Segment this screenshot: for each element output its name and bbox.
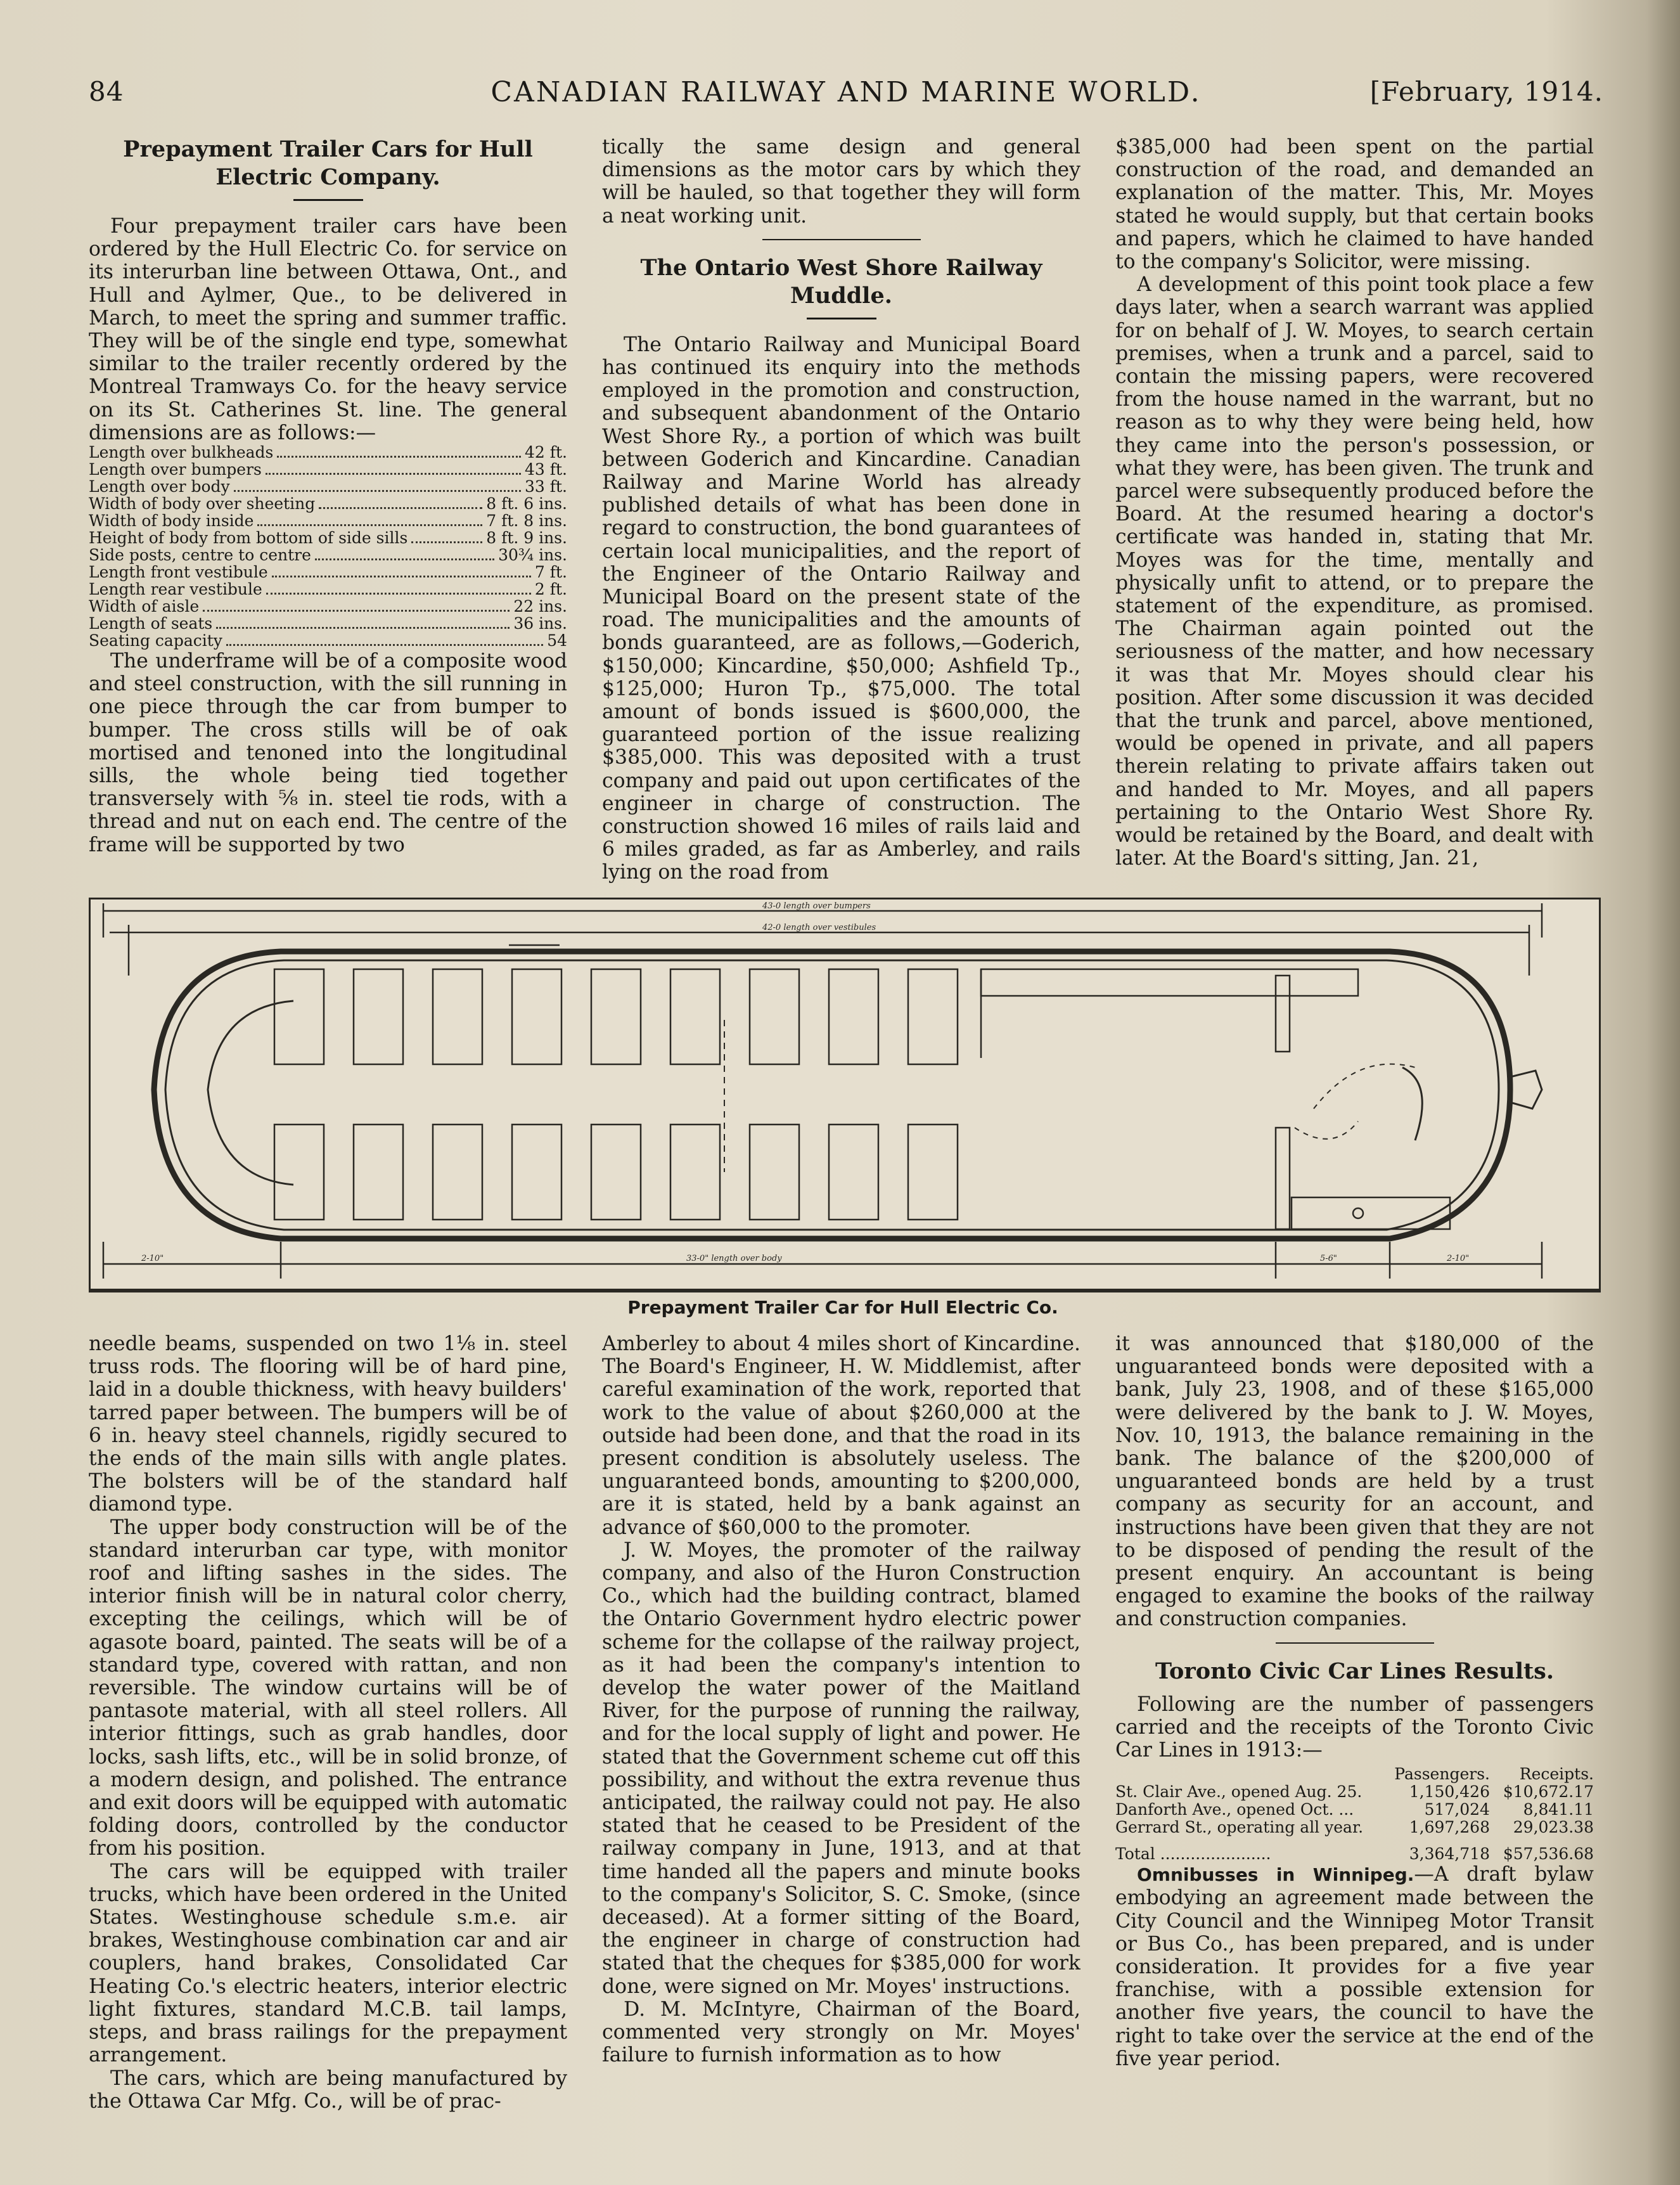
dimensions-list [89, 444, 567, 650]
paragraph: $385,000 had been spent on the partial construction of the road, and demanded an explanation of the matter. This, Mr. Moyes stated he would supply, but that certain books and papers, which he claimed to have handed to the company's Solicitor, were missing. [1115, 136, 1594, 274]
table-cell: 8,841.11 [1523, 1800, 1594, 1819]
dimension-label: Length rear vestibule [89, 580, 262, 599]
article-title-west-shore: The Ontario West Shore Railway Muddle. [640, 254, 1042, 309]
dimension-row [89, 598, 567, 616]
dimension-value: 36 ins. [513, 614, 567, 633]
leader-dots [277, 456, 521, 458]
table-cell: 1,150,426 [1409, 1782, 1490, 1801]
omnibus-text: —A draft bylaw embodying an agreement made between the City Council and the Winnipeg Motor Transit or Bus Co., has been prepared, and is under consideration. It provides for a five year franchise, with a possible extension for another five years, the council to have the right to take over the service at the end of the five year period. [1115, 1863, 1594, 2070]
table-total-row [1115, 1836, 1594, 1863]
dimension-row [89, 616, 567, 633]
section-rule [1276, 1642, 1434, 1644]
dimension-row [89, 444, 567, 461]
car-floor-plan-figure [89, 898, 1601, 1292]
leader-dots [315, 558, 494, 560]
dimension-row [89, 496, 567, 513]
dimension-label: Seating capacity [89, 631, 222, 650]
dimension-row [89, 581, 567, 598]
paragraph: needle beams, suspended on two 1⅛ in. steel truss rods. The flooring will be of hard pine, laid in a double thickness, with heavy builders' tarred paper between. The bumpers will be of 6 in. heavy steel channels, rigidly secured to the ends of the main sills with angle plates. The bolsters will be of the standard half diamond type. [89, 1332, 567, 1516]
dimension-label: Length of seats [89, 614, 213, 633]
paragraph: Amberley to about 4 miles short of Kincardine. The Board's Engineer, H. W. Middlemist, after careful examination of the work, reported that work to the value of about $260,000 at the outside had been done, and that the road in its present condition is absolutely useless. The unguaranteed bonds, amounting to $200,000, are it is stated, held by a bank against an advance of $60,000 to the promoter. [602, 1332, 1080, 1539]
dimension-value: 8 ft. 6 ins. [486, 494, 567, 513]
dimension-value: 7 ft. 8 ins. [486, 512, 567, 531]
dimension-value: 42 ft. [524, 443, 567, 462]
column-1-lower [89, 1332, 567, 2112]
dimension-value: 54 [547, 631, 567, 650]
paragraph: The upper body construction will be of the standard interurban car type, with monitor roof and lifting sashes in the sides. The interior finish will be in natural color cherry, excepting the ceilings, which will be of agasote board, painted. The seats will be of a standard type, covered with rattan, and non reversible. The window curtains will be of pantasote material, with all steel rollers. All interior fittings, such as grab handles, door locks, sash lifts, etc., will be in solid bronze, of a modern design, and polished. The entrance and exit doors will be equipped with automatic folding doors, controlled by the conductor from his position. [89, 1516, 567, 1860]
leader-dots [203, 610, 510, 612]
leader-dots [226, 644, 543, 646]
table-cell: Danforth Ave., opened Oct. ... [1115, 1800, 1354, 1819]
dimension-row [89, 513, 567, 530]
title-rule [807, 318, 876, 319]
car-lines-table [1115, 1765, 1594, 1863]
table-header-row [1115, 1765, 1594, 1783]
column-3-lower [1115, 1332, 1594, 2112]
dimension-row [89, 564, 567, 581]
dim-label-body: 33-0" length over body [686, 1254, 782, 1263]
dimension-row [89, 530, 567, 547]
dimension-label: Length front vestibule [89, 563, 268, 582]
dimension-label: Height of body from bottom of side sills [89, 529, 408, 548]
table-cell: 29,023.38 [1513, 1818, 1594, 1837]
dimension-label: Length over bumpers [89, 460, 262, 479]
column-1-upper [89, 136, 567, 884]
omnibus-paragraph [1115, 1863, 1594, 2070]
table-cell: Total ...................... [1115, 1845, 1271, 1864]
dimension-value: 30¾ ins. [498, 546, 567, 565]
dimension-value: 43 ft. [524, 460, 567, 479]
dimension-value: 33 ft. [524, 477, 567, 496]
column-2-lower [602, 1332, 1080, 2112]
article-title-trailer-cars: Prepayment Trailer Cars for Hull Electric Company. [123, 136, 533, 190]
masthead: CANADIAN RAILWAY AND MARINE WORLD. [491, 76, 1202, 108]
dim-label-bumpers: 43-0 length over bumpers [762, 901, 871, 911]
table-cell: $10,672.17 [1503, 1782, 1594, 1801]
dim-label-right-2: 2-10" [1447, 1254, 1470, 1263]
table-cell: Gerrard St., operating all year. [1115, 1818, 1364, 1837]
paragraph: Four prepayment trailer cars have been ordered by the Hull Electric Co. for service on its interurban line between Ottawa, Ont., and Hull and Aylmer, Que., to be delivered in March, to meet the spring and summer traffic. They will be of the single end type, somewhat similar to the trailer recently ordered by the Montreal Tramways Co. for the heavy service on its St. Catherines St. line. The general dimensions are as follows:— [89, 215, 567, 444]
table-cell: 517,024 [1424, 1800, 1490, 1819]
dimension-label: Width of body over sheeting [89, 494, 316, 513]
paragraph: The Ontario Railway and Municipal Board has continued its enquiry into the methods employed in the promotion and construction, and subsequent abandonment of the Ontario West Shore Ry., a portion of which was built between Goderich and Kincardine. Canadian Railway and Marine World has already published details of what has been done in regard to construction, the bond guarantees of certain local municipalities, and the report of the Engineer of the Ontario Railway and Municipal Board on the present state of the road. The municipalities and the amounts of bonds guaranteed, are as follows,—Goderich, $150,000; Kincardine, $50,000; Ashfield Tp., $125,000; Huron Tp., $75,000. The total amount of bonds issued is $600,000, the guaranteed portion of the issue realizing $385,000. This was deposited with a trust company and paid out upon certificates of the engineer in charge of construction. The construction showed 16 miles of rails laid and 6 miles graded, as far as Amberley, and rails lying on the road from [602, 333, 1080, 884]
page-number: 84 [89, 76, 124, 107]
paragraph: J. W. Moyes, the promoter of the railway company, and also of the Huron Construction Co., which had the building contract, blamed the Ontario Government hydro electric power scheme for the collapse of the railway project, as it had been the company's intention to develop the water power of the Maitland River, for the purpose of running the railway, and for the local supply of light and power. He stated that the Government scheme cut off this possibility, and without the extra revenue thus anticipated, the railway could not pay. He also stated that he ceased to be President of the railway company in June, 1913, and at that time handed all the papers and minute books to the company's Solicitor, S. C. Smoke, (since deceased). At a former sitting of the Board, the engineer in charge of construction had stated that the cheques for $385,000 for work done, were signed on Mr. Moyes' instructions. [602, 1538, 1080, 1998]
paragraph: Following are the number of passengers carried and the receipts of the Toronto Civic Car Lines in 1913:— [1115, 1692, 1594, 1762]
figure-caption: Prepayment Trailer Car for Hull Electric Co. [627, 1297, 1058, 1318]
leader-dots [266, 593, 531, 595]
column-2-upper [602, 136, 1080, 884]
leader-dots [272, 576, 531, 577]
paragraph: A development of this point took place a few days later, when a search warrant was applied for on behalf of J. W. Moyes, to search certain premises, when a trunk and a parcel, said to contain the missing papers, were recovered from the house named in the warrant, but no reason as to why they were being held, how they came into the person's possession, or what they were, has been given. The trunk and parcel were subsequently produced before the Board. At the resumed hearing a doctor's certificate was handed in, stating that Mr. Moyes was for the time, mentally and physically unfit to attend, or to prepare the statement of the expenditure, as promised. The Chairman again pointed out the seriousness of the matter, and how necessary it was that Mr. Moyes should clear his position. After some discussion it was decided that the trunk and parcel, above mentioned, would be opened in private, and all papers therein relating to private affairs taken out and handed to Mr. Moyes, and all papers pertaining to the Ontario West Shore Ry. would be retained by the Board, and dealt with later. At the Board's sitting, Jan. 21, [1115, 273, 1594, 870]
table-cell: 3,364,718 [1409, 1845, 1490, 1864]
leader-dots [411, 541, 482, 543]
leader-dots [234, 490, 521, 492]
dimension-row [89, 461, 567, 479]
paragraph: tically the same design and general dimensions as the motor cars by which they will be hauled, so that together they will form a neat working unit. [602, 136, 1080, 228]
dim-label-vestibules: 42-0 length over vestibules [762, 923, 876, 932]
paragraph: The cars, which are being manufactured by the Ottawa Car Mfg. Co., will be of prac- [89, 2066, 567, 2112]
dimension-row [89, 633, 567, 650]
table-header: Passengers. [1394, 1765, 1490, 1784]
dimension-row [89, 547, 567, 564]
column-3-upper [1115, 136, 1594, 884]
table-row [1115, 1801, 1594, 1819]
dimension-label: Width of body inside [89, 512, 254, 531]
paragraph: The underframe will be of a composite wood and steel construction, with the sill running in one piece through the car from bumper to bumper. The cross stills will be of oak mortised and tenoned into the longitudinal sills, the whole being tied together transversely with ⅝ in. steel tie rods, with a thread and nut on each end. The centre of the frame will be supported by two [89, 650, 567, 856]
paragraph: The cars will be equipped with trailer trucks, which have been ordered in the United States. Westinghouse schedule s.m.e. air brakes, Westinghouse combination car and air couplers, hand brakes, Consolidated Car Heating Co.'s electric heaters, interior electric light fixtures, standard M.C.B. tail lamps, steps, and brass railings for the prepayment arrangement. [89, 1860, 567, 2067]
issue-date: [February, 1914. [1369, 76, 1603, 107]
dimension-value: 8 ft. 9 ins. [486, 529, 567, 548]
dimension-label: Side posts, centre to centre [89, 546, 311, 565]
paragraph: it was announced that $180,000 of the unguaranteed bonds were deposited with a bank, July 23, 1908, and of these $165,000 were delivered by the bank to J. W. Moyes, Nov. 10, 1913, the balance remaining in the bank. The balance of the $200,000 of unguaranteed bonds are held by a trust company as security for an account, and instructions have been given that they are not to be disposed of pending the result of the present enquiry. An accountant is being engaged to examine the books of the railway and construction companies. [1115, 1332, 1594, 1631]
title-rule [293, 199, 363, 201]
dimension-label: Length over bulkheads [89, 443, 274, 462]
table-cell: St. Clair Ave., opened Aug. 25. [1115, 1782, 1363, 1801]
paragraph: D. M. McIntyre, Chairman of the Board, commented very strongly on Mr. Moyes' failure to furnish information as to how [602, 1997, 1080, 2067]
dim-label-left: 2-10" [141, 1254, 164, 1263]
dimension-value: 7 ft. [534, 563, 567, 582]
section-rule [762, 239, 921, 240]
table-row [1115, 1783, 1594, 1801]
page-header [89, 76, 1603, 120]
table-header [1115, 1765, 1381, 1783]
table-header: Receipts. [1519, 1765, 1594, 1784]
floor-plan-drawing [91, 899, 1599, 1289]
omnibus-lead: Omnibusses in Winnipeg. [1137, 1864, 1414, 1886]
dimension-row [89, 479, 567, 496]
table-cell: 1,697,268 [1409, 1818, 1490, 1837]
dimension-label: Length over body [89, 477, 230, 496]
article-title-toronto-civic: Toronto Civic Car Lines Results. [1155, 1658, 1555, 1684]
leader-dots [257, 524, 482, 526]
table-cell: $57,536.68 [1503, 1845, 1594, 1864]
leader-dots [266, 473, 521, 475]
dimension-value: 22 ins. [513, 597, 567, 616]
dimension-label: Width of aisle [89, 597, 200, 616]
dim-label-right-1: 5-6" [1320, 1254, 1337, 1263]
dimension-value: 2 ft. [534, 580, 567, 599]
table-row [1115, 1819, 1594, 1836]
leader-dots [319, 507, 482, 509]
leader-dots [216, 627, 510, 629]
